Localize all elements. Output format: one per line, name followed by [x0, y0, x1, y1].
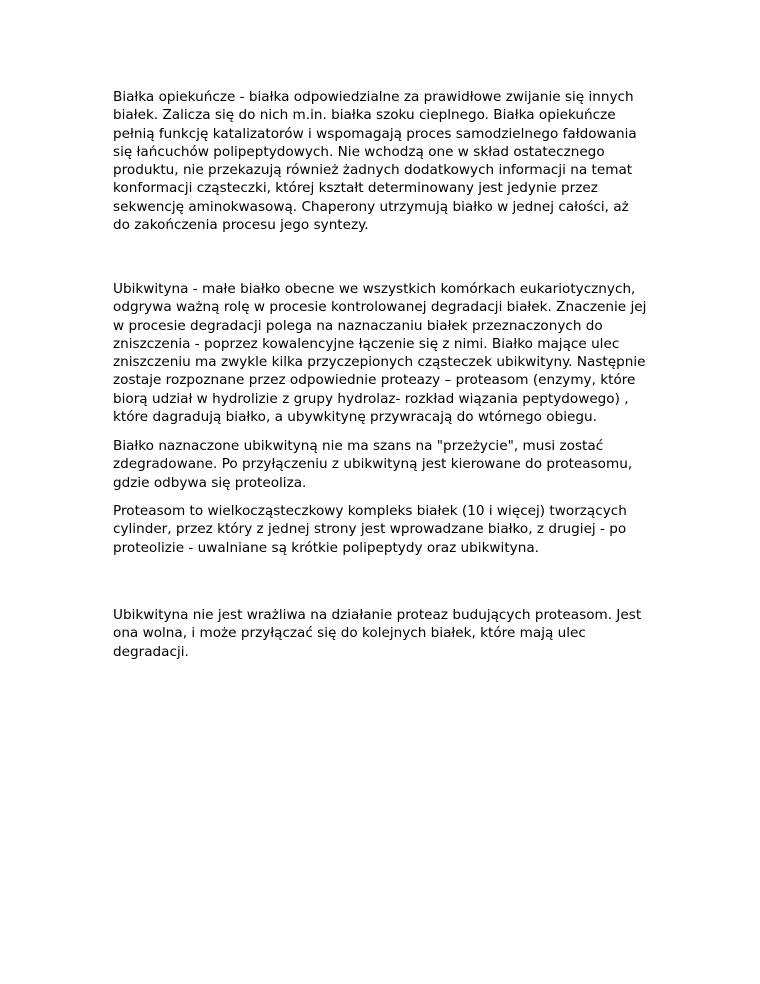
paragraph-ubiquitin-recycling: Ubikwityna nie jest wrażliwa na działanie proteaz budujących proteasom. Jest ona wolna, i może przyłączać się do kolejnych białek, które mają ulec degradacji.	[113, 607, 642, 660]
paragraph-ubiquitin: Ubikwityna - małe białko obecne we wszystkich komórkach eukariotycznych, odgrywa ważną rolę w procesie kontrolowanej degradacji białek. Znaczenie jej w procesie degradacji polega na naznaczaniu białek przeznaczonych do zniszczenia - poprzez kowalencyjne łączenie się z nimi. Białko mające ulec zniszczeniu ma zwykle kilka przyczepionych cząsteczek ubikwityny. Następnie zostaje rozpoznane przez odpowiednie proteazy – proteasom (enzymy, które biorą udział w hydrolizie z grupy hydrolaz- rozkład wiązania peptydowego) , które dagradują białko, a ubywkitynę przywracają do wtórnego obiegu.	[113, 281, 647, 426]
paragraph-chaperones: Białka opiekuńcze - białka odpowiedzialne za prawidłowe zwijanie się innych białek. Zalicza się do nich m.in. białka szoku cieplnego. Białka opiekuńcze pełnią funkcję katalizatorów i wspomagają proces samodzielnego fałdowania się łańcuchów polipeptydowych. Nie wchodzą one w skład ostatecznego produktu, nie przekazują również żadnych dodatkowych informacji na temat konformacji cząsteczki, której kształt determinowany jest jedynie przez sekwencję aminokwasową. Chaperony utrzymują białko w jednej całości, aż do zakończenia procesu jego syntezy.	[113, 89, 637, 234]
paragraph-tagged-protein: Białko naznaczone ubikwityną nie ma szans na "przeżycie", musi zostać zdegradowane. Po przyłączeniu z ubikwityną jest kierowane do proteasomu, gdzie odbywa się proteoliza.	[113, 438, 633, 491]
paragraph-proteasome: Proteasom to wielkocząsteczkowy kompleks białek (10 i więcej) tworzących cylinder, przez który z jednej strony jest wprowadzane białko, z drugiej - po proteolizie - uwalniane są krótkie polipeptydy oraz ubikwityna.	[113, 503, 627, 556]
